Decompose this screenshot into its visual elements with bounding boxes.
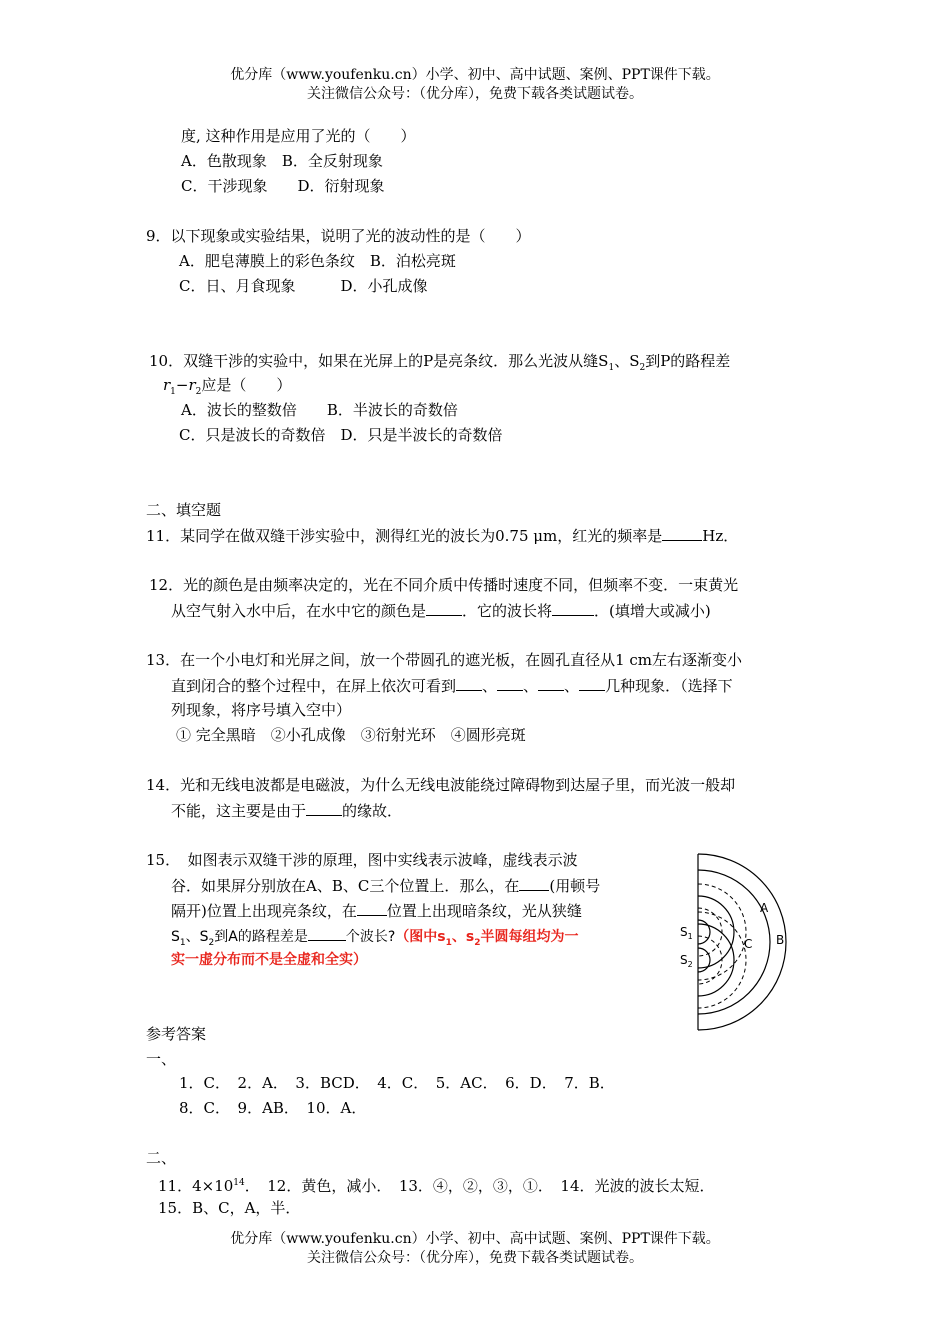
q8-options-cd: C．干涉现象 D．衍射现象	[181, 177, 385, 195]
q14-line-2: 不能，这主要是由于 的缘故．	[171, 802, 403, 820]
q13-line-1: 13．在一个小电灯和光屏之间，放一个带圆孔的遮光板，在圆孔直径从1 cm左右逐渐变小	[146, 651, 743, 669]
label-a: A	[760, 901, 769, 915]
q12-blank-color	[426, 600, 462, 616]
q12-line-1: 12．光的颜色是由频率决定的，光在不同介质中传播时速度不同，但频率不变．一束黄光	[149, 576, 739, 594]
q13-line-2: 直到闭合的整个过程中，在屏上依次可看到 、 、 、 几种现象．（选择下	[171, 677, 733, 695]
label-c: C	[744, 937, 753, 951]
q13-options: ① 完全黑暗 ②小孔成像 ③衍射光环 ④圆形亮斑	[176, 726, 526, 744]
q15-line-4: $S_1$、$S_2$到A的路程差是 个波长?（图中$s_1$、$s_2$半圆每组均为一	[171, 925, 578, 953]
q15-line-3: 隔开)位置上出现亮条纹，在 位置上出现暗条纹，光从狭缝	[171, 902, 582, 920]
footer-line-1: 优分库（www.youfenku.cn）小学、初中、高中试题、案例、PPT课件下载。	[230, 1231, 720, 1247]
q12-line-2: 从空气射入水中后，在水中它的颜色是 ．它的波长将 ．(填增大或减小)	[171, 602, 711, 620]
q13-blank-1	[456, 675, 482, 691]
q15-note: （图中$s_1$、$s_2$半圆每组均为一	[395, 929, 579, 948]
header-line-2: 关注微信公众号：（优分库），免费下载各类试题试卷。	[307, 86, 643, 102]
s1-crest-2	[698, 896, 734, 968]
answers-title: 参考答案	[146, 1025, 207, 1043]
label-b: B	[776, 933, 785, 947]
q13-blank-3	[538, 675, 564, 691]
footer-line-2: 关注微信公众号：（优分库），免费下载各类试题试卷。	[307, 1250, 643, 1266]
q15-line-2: 谷．如果屏分别放在A、B、C三个位置上．那么，在 (用顿号	[171, 877, 601, 895]
q13-blank-2	[497, 675, 523, 691]
q14-line-1: 14．光和无线电波都是电磁波，为什么无线电波能绕过障碍物到达屋子里，而光波一般却	[146, 776, 736, 794]
q9-options-cd: C．日、月食现象 D．小孔成像	[179, 277, 428, 295]
q10-options-ab: A．波长的整数倍 B．半波长的奇数倍	[181, 401, 458, 419]
q13-line-3: 列现象，将序号填入空中）	[171, 701, 352, 719]
q11: 11．某同学在做双缝干涉实验中，测得红光的波长为0.75 μm，红光的频率是 Hz．	[146, 527, 739, 545]
answers-part-1: 一、	[146, 1050, 177, 1068]
label-s2: $S_2$	[680, 953, 693, 969]
q15-note-line-2: 实一虚分布而不是全虚和全实）	[171, 952, 367, 968]
q10-options-cd: C．只是波长的奇数倍 D．只是半波长的奇数倍	[179, 426, 503, 444]
answers-row-2: 8．C． 9．AB． 10．A．	[179, 1099, 367, 1117]
double-slit-diagram	[676, 848, 816, 1034]
q15-blank-dark	[357, 900, 387, 916]
label-s1: $S_1$	[680, 925, 693, 941]
q15-blank-path	[308, 925, 346, 941]
outer-semicircle-2	[698, 870, 770, 1014]
q9-stem: 9．以下现象或实验结果，说明了光的波动性的是（ ）	[146, 227, 531, 245]
q8-options-ab: A．色散现象 B．全反射现象	[181, 152, 383, 170]
q9-options-ab: A．肥皂薄膜上的彩色条纹 B．泊松亮斑	[179, 252, 456, 270]
answers-part-2: 二、	[146, 1149, 177, 1167]
q8-stem: 度, 这种作用是应用了光的（ ）	[181, 127, 416, 145]
q15-blank-bright	[519, 875, 549, 891]
q11-blank	[662, 525, 702, 541]
q10-stem-cont: $r_1-r_2$应是（ ）	[163, 376, 292, 397]
answers-row-3: 11．$4\times 10^{14}$． 12．黄色，减小． 13．④，②，③，①． 14．光波的波长太短．	[158, 1177, 715, 1195]
s2-crest-2	[698, 924, 734, 996]
answers-row-1: 1．C． 2．A． 3．BCD． 4．C． 5．AC． 6．D． 7．B．	[179, 1074, 615, 1092]
q13-blank-4	[579, 675, 605, 691]
q12-blank-wavelength	[552, 600, 594, 616]
q14-blank	[306, 800, 342, 816]
section-2-title: 二、填空题	[146, 501, 222, 519]
q15-line-1: 15． 如图表示双缝干涉的原理，图中实线表示波峰，虚线表示波	[146, 851, 578, 869]
header-line-1: 优分库（www.youfenku.cn）小学、初中、高中试题、案例、PPT课件下载。	[230, 67, 720, 83]
q10-stem: 10．双缝干涉的实验中，如果在光屏上的P是亮条纹．那么光波从缝$S_1$、$S_2$到P的路程差	[149, 352, 731, 373]
answers-row-4: 15．B、C，A，半．	[158, 1199, 301, 1217]
